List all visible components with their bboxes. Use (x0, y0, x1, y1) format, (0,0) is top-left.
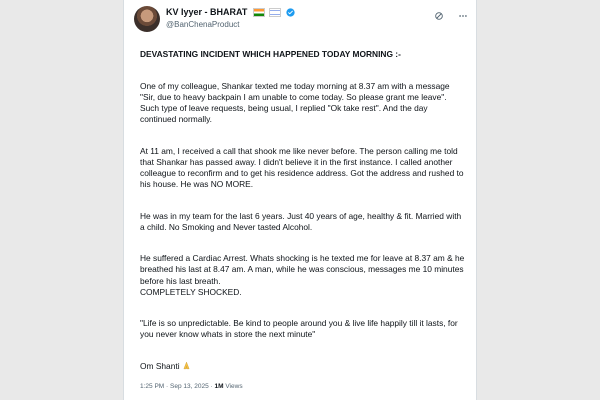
verified-badge-icon (286, 8, 295, 17)
meta-separator: · (166, 383, 169, 390)
grok-icon[interactable] (434, 8, 444, 26)
views-count: 1M (214, 383, 224, 390)
tweet-card (123, 0, 477, 400)
avatar[interactable] (134, 6, 160, 32)
flag-israel-icon (269, 8, 281, 17)
tweet-meta (140, 383, 243, 390)
tweet-paragraph: At 11 am, I received a call that shook me like never before. The person calling me told that Shankar has passed away. I didn't believe it in the first instance. I called another colleague to reconfirm and to get his residence address. Got the address and rushed to his house. He was NO MORE. (140, 145, 464, 190)
tweet-paragraph: One of my colleague, Shankar texted me today morning at 8.37 am with a message "Sir, due to heavy backpain I am unable to come today. So please grant me leave". Such type of leave requests, being usual, I replied "Ok take rest". And the day continued normally. (140, 80, 450, 125)
author-name[interactable]: KV Iyyer - BHARAT (166, 7, 248, 17)
tweet-heading: DEVASTATING INCIDENT WHICH HAPPENED TODAY MORNING :- (140, 49, 401, 60)
more-options-icon[interactable] (458, 8, 468, 26)
tweet-header (134, 6, 468, 36)
flag-india-icon (253, 8, 265, 17)
tweet-paragraph: He was in my team for the last 6 years. Just 40 years of age, healthy & fit. Married with a child. No Smoking and Never tasted Alcohol. (140, 210, 462, 232)
tweet-time[interactable]: 1:25 PM (140, 383, 165, 390)
folded-hands-icon (182, 361, 191, 370)
tweet-closing-row (140, 361, 465, 372)
tweet-closing: Om Shanti (140, 360, 180, 371)
tweet-paragraph: "Life is so unpredictable. Be kind to people around you & live life happily till it lasts, for you never know whats in store the next minute" (140, 318, 458, 340)
author-handle[interactable]: @BanChenaProduct (166, 20, 240, 29)
tweet-date[interactable]: Sep 13, 2025 (170, 383, 209, 390)
tweet-paragraph: He suffered a Cardiac Arrest. Whats shocking is he texted me for leave at 8.37 am & he breathed his last at 8.47 am. A man, while he was conscious, messages me 10 minutes before his last breath. COMPLETELY SHOCKED. (140, 253, 465, 297)
author-name-row[interactable] (166, 7, 295, 17)
views-label: Views (225, 383, 243, 390)
tweet-body (140, 38, 465, 392)
meta-separator: · (210, 383, 213, 390)
